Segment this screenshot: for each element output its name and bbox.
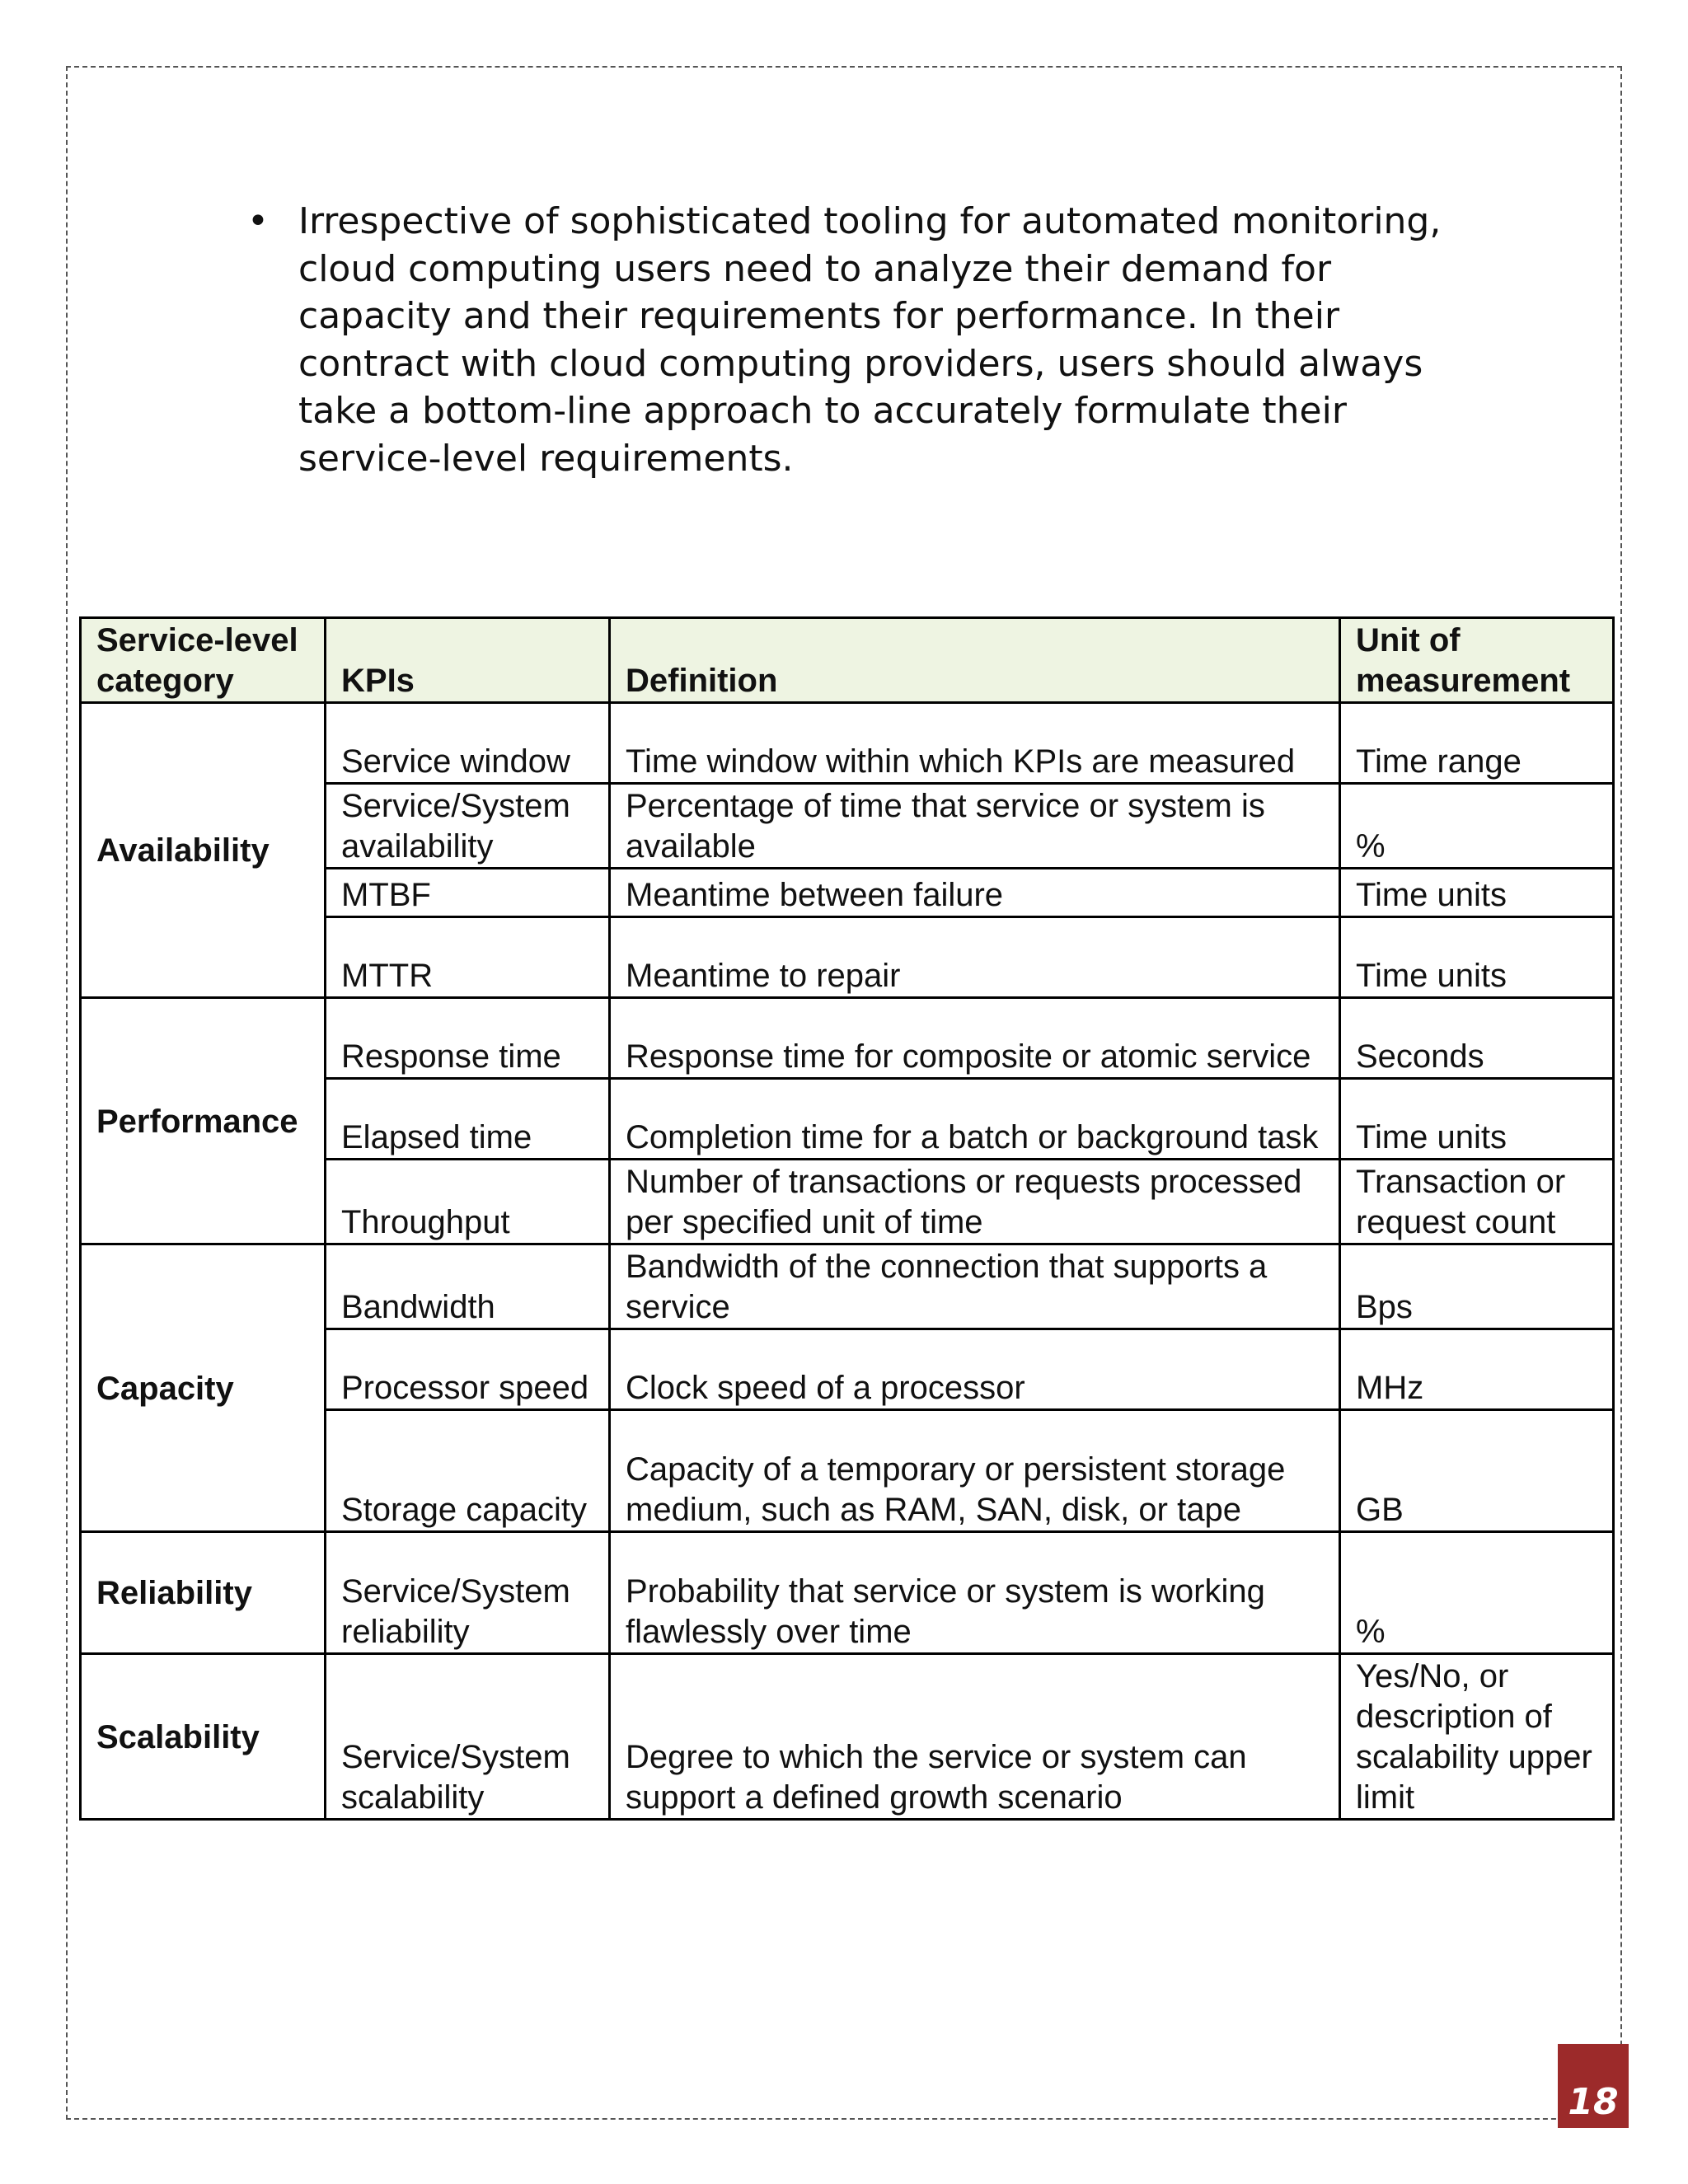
kpi-cell: Service/System reliability xyxy=(326,1532,610,1654)
header-unit: Unit of measurement xyxy=(1340,618,1614,703)
definition-cell: Clock speed of a processor xyxy=(610,1329,1340,1410)
unit-cell: Bps xyxy=(1340,1244,1614,1329)
definition-cell: Completion time for a batch or background task xyxy=(610,1079,1340,1160)
category-performance: Performance xyxy=(81,998,326,1244)
definition-cell: Percentage of time that service or system is available xyxy=(610,784,1340,869)
kpi-cell: MTTR xyxy=(326,917,610,998)
bullet-icon: • xyxy=(247,200,269,242)
unit-cell: Seconds xyxy=(1340,998,1614,1079)
definition-cell: Capacity of a temporary or persistent storage medium, such as RAM, SAN, disk, or tape xyxy=(610,1410,1340,1532)
table-header-row xyxy=(81,618,1614,703)
definition-cell: Meantime to repair xyxy=(610,917,1340,998)
unit-cell: Yes/No, or description of scalability upper limit xyxy=(1340,1654,1614,1820)
table-row xyxy=(81,1654,1614,1820)
kpi-cell: Processor speed xyxy=(326,1329,610,1410)
header-definition: Definition xyxy=(610,618,1340,703)
definition-cell: Number of transactions or requests processed per specified unit of time xyxy=(610,1160,1340,1244)
bullet-text: Irrespective of sophisticated tooling for automated monitoring, cloud computing users need to analyze their demand for capacity and their requirements for performance. In their contract with cloud computing providers, users should always take a bottom-line approach to accurately formulate their service-level requirements. xyxy=(298,200,1442,480)
kpi-cell: Service window xyxy=(326,703,610,784)
unit-cell: Transaction or request count xyxy=(1340,1160,1614,1244)
unit-cell: % xyxy=(1340,1532,1614,1654)
kpi-cell: Service/System scalability xyxy=(326,1654,610,1820)
unit-cell: % xyxy=(1340,784,1614,869)
definition-cell: Bandwidth of the connection that supports a service xyxy=(610,1244,1340,1329)
definition-cell: Time window within which KPIs are measured xyxy=(610,703,1340,784)
category-availability: Availability xyxy=(81,703,326,998)
unit-cell: Time units xyxy=(1340,1079,1614,1160)
header-kpi: KPIs xyxy=(326,618,610,703)
table-row xyxy=(81,1532,1614,1654)
definition-cell: Probability that service or system is working flawlessly over time xyxy=(610,1532,1340,1654)
kpi-cell: Throughput xyxy=(326,1160,610,1244)
definition-cell: Degree to which the service or system can support a defined growth scenario xyxy=(610,1654,1340,1820)
kpi-cell: Response time xyxy=(326,998,610,1079)
unit-cell: MHz xyxy=(1340,1329,1614,1410)
table-row xyxy=(81,1244,1614,1329)
kpi-table xyxy=(79,616,1615,1821)
category-scalability: Scalability xyxy=(81,1654,326,1820)
unit-cell: Time units xyxy=(1340,869,1614,917)
page-number: 18 xyxy=(1568,2081,1619,2123)
kpi-cell: Elapsed time xyxy=(326,1079,610,1160)
kpi-cell: Storage capacity xyxy=(326,1410,610,1532)
kpi-cell: MTBF xyxy=(326,869,610,917)
kpi-cell: Bandwidth xyxy=(326,1244,610,1329)
table-row xyxy=(81,998,1614,1079)
unit-cell: Time units xyxy=(1340,917,1614,998)
page-number-badge xyxy=(1558,2044,1629,2128)
category-capacity: Capacity xyxy=(81,1244,326,1532)
category-reliability: Reliability xyxy=(81,1532,326,1654)
table-row xyxy=(81,703,1614,784)
kpi-cell: Service/System availability xyxy=(326,784,610,869)
definition-cell: Meantime between failure xyxy=(610,869,1340,917)
unit-cell: Time range xyxy=(1340,703,1614,784)
definition-cell: Response time for composite or atomic service xyxy=(610,998,1340,1079)
header-category: Service-level category xyxy=(81,618,326,703)
unit-cell: GB xyxy=(1340,1410,1614,1532)
